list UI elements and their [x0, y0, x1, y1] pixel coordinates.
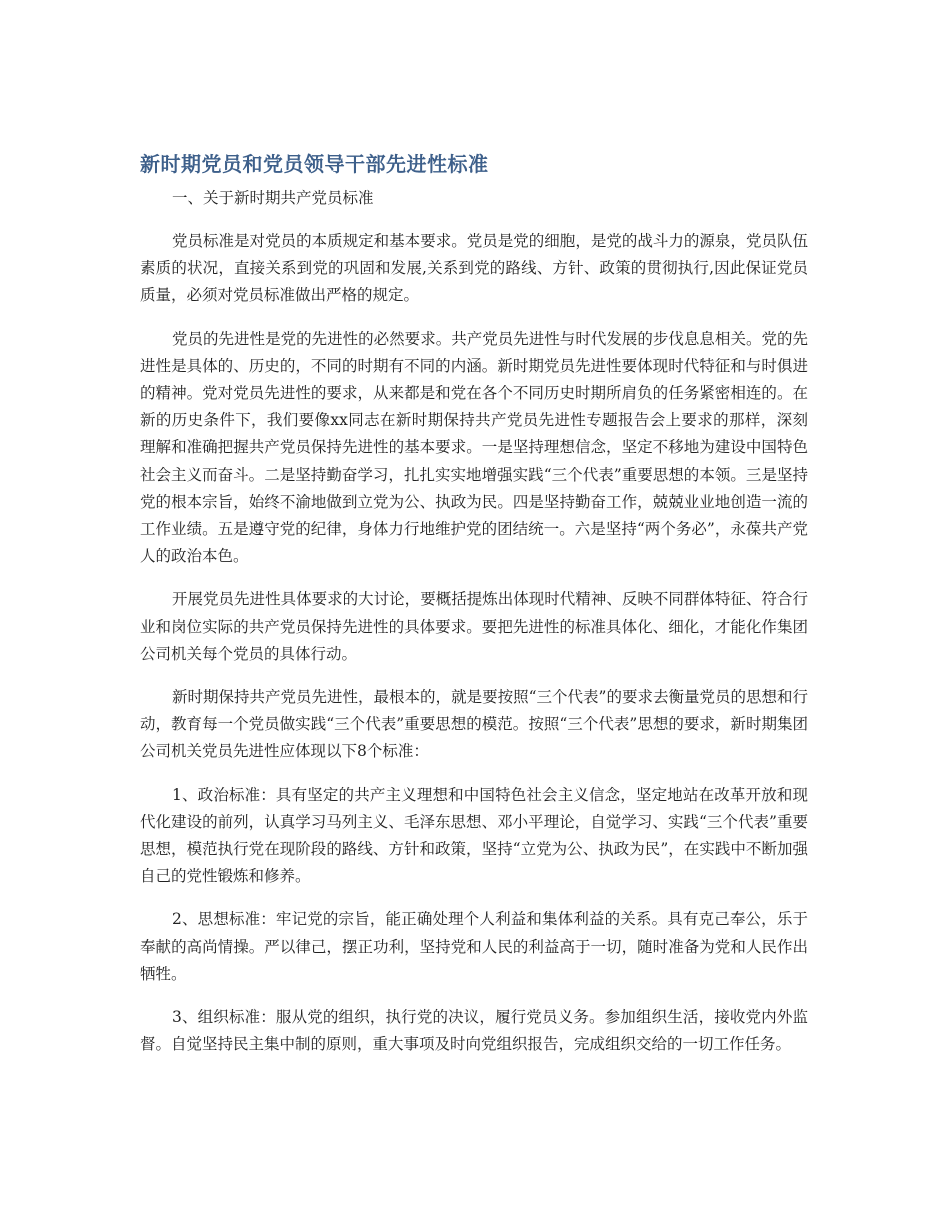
section-heading: 一、关于新时期共产党员标准 — [172, 189, 374, 207]
paragraph: 开展党员先进性具体要求的大讨论，要概括提炼出体现时代精神、反映不同群体特征、符合行业和岗位实际的共产党员保持先进性的具体要求。要把先进性的标准具体化、细化，才能化作集团公司机关每个党员的具体行动。 — [140, 590, 808, 663]
document-body — [140, 148, 808, 1058]
paragraph: 党员的先进性是党的先进性的必然要求。共产党员先进性与时代发展的步伐息息相关。党的先进性是具体的、历史的，不同的时期有不同的内涵。新时期党员先进性要体现时代特征和与时俱进的精神。党对党员先进性的要求，从来都是和党在各个不同历史时期所肩负的任务紧密相连的。在新的历史条件下，我们要像xx同志在新时期保持共产党员先进性专题报告会上要求的那样，深刻理解和准确把握共产党员保持先进性的基本要求。一是坚持理想信念，坚定不移地为建设中国特色社会主义而奋斗。二是坚持勤奋学习，扎扎实实地增强实践“三个代表”重要思想的本领。三是坚持党的根本宗旨，始终不渝地做到立党为公、执政为民。四是坚持勤奋工作，兢兢业业地创造一流的工作业绩。五是遵守党的纪律，身体力行地维护党的团结统一。六是坚持“两个务必”，永葆共产党人的政治本色。 — [140, 329, 808, 566]
document-title: 新时期党员和党员领导干部先进性标准 — [140, 152, 489, 176]
paragraph: 新时期保持共产党员先进性，最根本的，就是要按照“三个代表”的要求去衡量党员的思想和行动，教育每一个党员做实践“三个代表”重要思想的模范。按照“三个代表”思想的要求，新时期集团公司机关党员先进性应体现以下8个标准： — [140, 688, 808, 761]
paragraph: 1、政治标准：具有坚定的共产主义理想和中国特色社会主义信念，坚定地站在改革开放和现代化建设的前列，认真学习马列主义、毛泽东思想、邓小平理论，自觉学习、实践“三个代表”重要思想，模范执行党在现阶段的路线、方针和政策，坚持“立党为公、执政为民”，在实践中不断加强自己的党性锻炼和修养。 — [140, 785, 808, 886]
paragraph: 党员标准是对党员的本质规定和基本要求。党员是党的细胞，是党的战斗力的源泉，党员队伍素质的状况，直接关系到党的巩固和发展,关系到党的路线、方针、政策的贯彻执行,因此保证党员质量，必须对党员标准做出严格的规定。 — [140, 232, 808, 305]
paragraph: 2、思想标准：牢记党的宗旨，能正确处理个人利益和集体利益的关系。具有克己奉公，乐于奉献的高尚情操。严以律己，摆正功利，坚持党和人民的利益高于一切，随时准备为党和人民作出牺牲。 — [140, 910, 808, 983]
paragraph: 3、组织标准：服从党的组织，执行党的决议，履行党员义务。参加组织生活，接收党内外监督。自觉坚持民主集中制的原则，重大事项及时向党组织报告，完成组织交给的一切工作任务。 — [140, 1008, 808, 1054]
